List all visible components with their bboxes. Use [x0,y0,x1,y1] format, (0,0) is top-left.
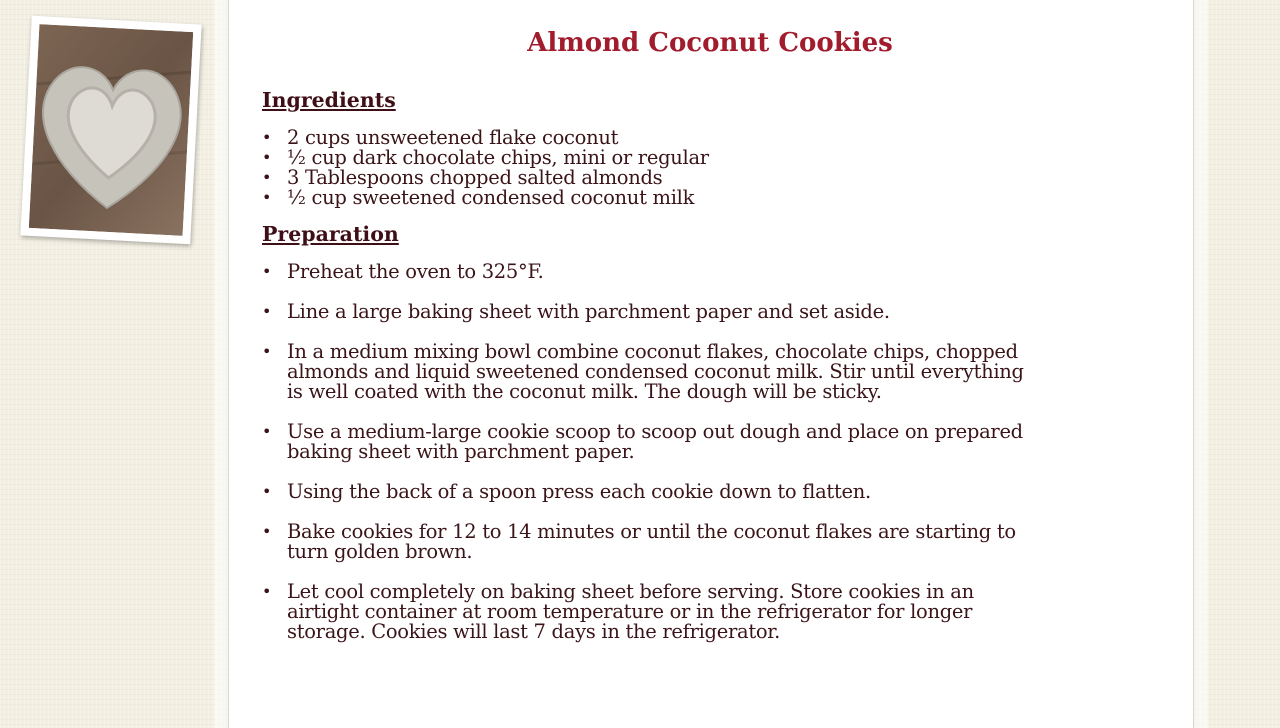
heart-bowl-photo-icon [29,24,193,236]
recipe-content [262,86,1042,662]
ingredient-item: • ½ cup sweetened condensed coconut milk [262,188,1042,208]
recipe-photo [20,16,201,245]
preparation-step: • Let cool completely on baking sheet before serving. Store cookies in an airtight container at room temperature or in the refrigerator for longer storage. Cookies will last 7 days in the refrigerator. [262,582,1042,642]
preparation-step: • In a medium mixing bowl combine coconut flakes, chocolate chips, chopped almonds and liquid sweetened condensed coconut milk. Stir until everything is well coated with the coconut milk. The dough will be sticky. [262,342,1042,402]
ingredients-heading: Ingredients [262,88,396,112]
preparation-heading: Preparation [262,222,399,246]
recipe-title: Almond Coconut Cookies [527,28,893,58]
preparation-step: • Using the back of a spoon press each cookie down to flatten. [262,482,1042,502]
preparation-step: • Use a medium-large cookie scoop to scoop out dough and place on prepared baking sheet with parchment paper. [262,422,1042,462]
ingredient-item: • ½ cup dark chocolate chips, mini or regular [262,148,1042,168]
preparation-steps [262,262,1042,642]
ingredients-list [262,128,1042,208]
ingredient-item: • 2 cups unsweetened flake coconut [262,128,1042,148]
preparation-step: • Bake cookies for 12 to 14 minutes or until the coconut flakes are starting to turn golden brown. [262,522,1042,562]
preparation-step: • Line a large baking sheet with parchment paper and set aside. [262,302,1042,322]
ingredient-item: • 3 Tablespoons chopped salted almonds [262,168,1042,188]
preparation-step: • Preheat the oven to 325°F. [262,262,1042,282]
